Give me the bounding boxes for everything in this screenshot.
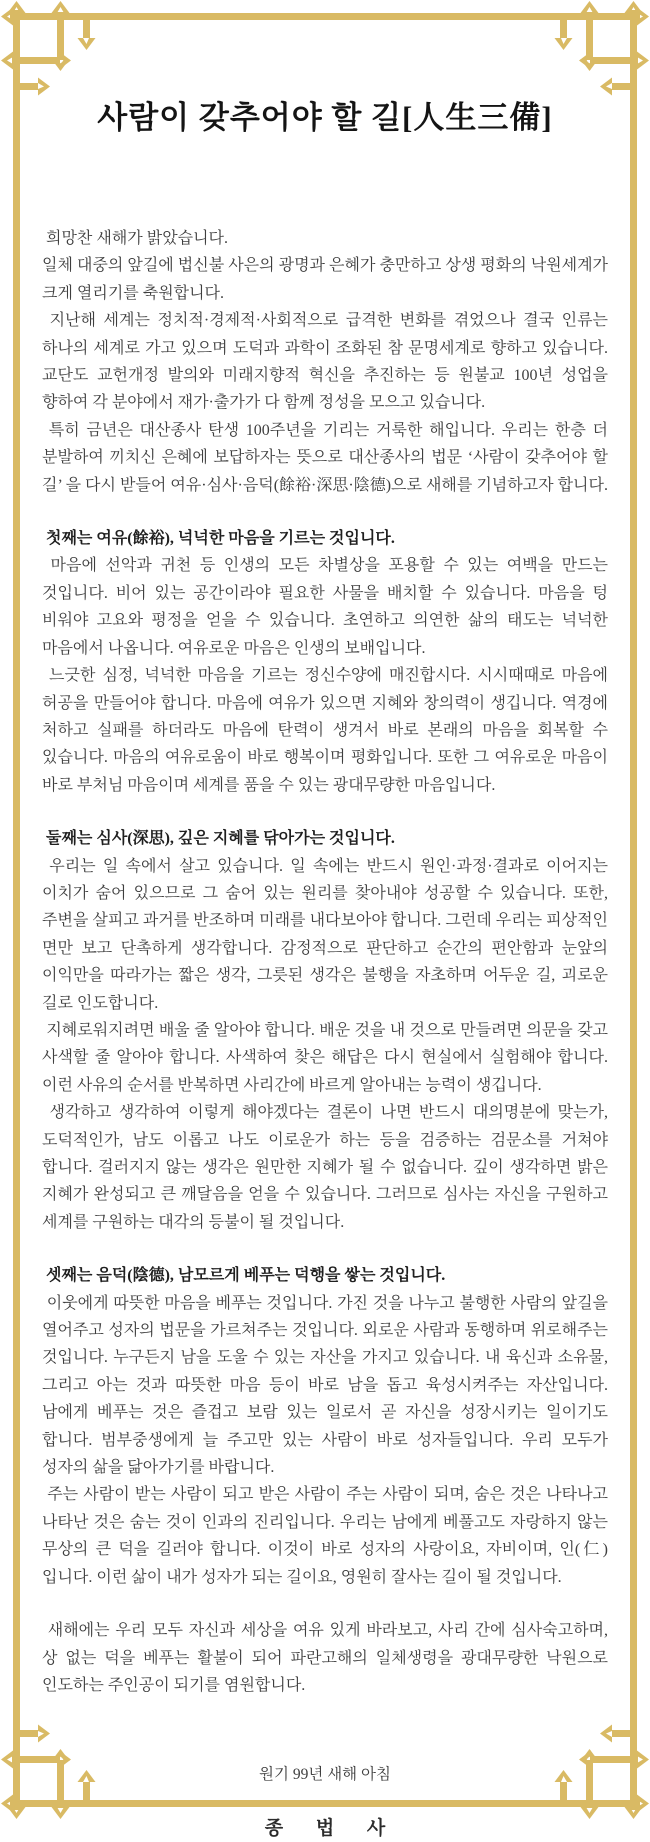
intro-paragraph: 지난해 세계는 정치적·경제적·사회적으로 급격한 변화를 겪었으나 결국 인류는 하나의 세계로 가고 있으며 도덕과 과학이 조화된 참 문명세계로 향하고 있습니다. 교단도 교헌개정 발의와 미래지향적 혁신을 추진하는 등 원불교 100년 성업을 향하여 각 분야에서 재가·출가가 다 함께 정성을 모으고 있습니다. xyxy=(42,312,612,412)
date-line: 원기 99년 새해 아침 xyxy=(259,1766,391,1784)
section-paragraph: 생각하고 생각하여 이렇게 해야겠다는 결론이 나면 반드시 대의명분에 맞는가, 도덕적인가, 남도 이롭고 나도 이로운가 하는 등을 검증하는 검문소를 거쳐야 합니다. 걸러지지 않는 생각은 원만한 지혜가 될 수 없습니다. 깊이 생각하면 밝은 지혜가 완성되고 큰 깨달음을 얻을 수 있습니다. 그러므로 심사는 자신을 구원하고 세계를 구원하는 대각의 등불이 될 것입니다. xyxy=(42,1104,613,1231)
section-yeoyu xyxy=(42,525,613,799)
section-heading: 첫째는 여유(餘裕), 넉넉한 마음을 기르는 것입니다. xyxy=(42,530,395,548)
section-heading: 둘째는 심사(深思), 깊은 지혜를 닦아가는 것입니다. xyxy=(42,830,395,848)
section-paragraph: 마음에 선악과 귀천 등 인생의 모든 차별상을 포용할 수 있는 여백을 만드는 것입니다. 비어 있는 공간이라야 필요한 사물을 배치할 수 있습니다. 마음을 텅 비워야 고요와 평정을 얻을 수 있습니다. 초연하고 의연한 삶의 태도는 넉넉한 마음에서 나옵니다. 여유로운 마음은 인생의 보배입니다. xyxy=(42,557,612,657)
section-eumdeok xyxy=(42,1262,613,1591)
section-paragraph: 주는 사람이 받는 사람이 되고 받은 사람이 주는 사람이 되며, 숨은 것은 나타나고 나타난 것은 숨는 것이 인과의 진리입니다. 우리는 남에게 베풀고도 자랑하지 않는 무상의 큰 덕을 길러야 합니다. 이것이 바로 성자의 사랑이요, 자비이며, 인(仁)입니다. 이런 삶이 내가 성자가 되는 길이요, 영원히 잘사는 길이 될 것입니다. xyxy=(42,1486,613,1586)
section-paragraph: 우리는 일 속에서 살고 있습니다. 일 속에는 반드시 원인·과정·결과로 이어지는 이치가 숨어 있으므로 그 숨어 있는 원리를 찾아내야 성공할 수 있습니다. 또한, 주변을 살피고 과거를 반조하며 미래를 내다보아야 합니다. 그런데 우리는 피상적인 면만 보고 단촉하게 생각합니다. 감정적으로 판단하고 순간의 편안함과 눈앞의 이익만을 따라가는 짧은 생각, 그릇된 생각은 불행을 자초하며 어두운 길, 괴로운 길로 인도합니다. xyxy=(42,857,613,1012)
section-paragraph: 지혜로워지려면 배울 줄 알아야 합니다. 배운 것을 내 것으로 만들려면 의문을 갖고 사색할 줄 알아야 합니다. 사색하여 찾은 해답은 다시 현실에서 실험해야 합니다. 이런 사유의 순서를 반복하면 사리간에 바르게 알아내는 능력이 생깁니다. xyxy=(42,1021,612,1094)
signature: 종 법 사 xyxy=(264,1817,400,1839)
closing-paragraph: 새해에는 우리 모두 자신과 세상을 여유 있게 바라보고, 사리 간에 심사숙고하며, 상 없는 덕을 베푸는 활불이 되어 파란고해의 일체생령을 광대무량한 낙원으로 인도하는 주인공이 되기를 염원합니다. xyxy=(42,1622,613,1694)
section-heading: 셋째는 음덕(陰德), 남모르게 베푸는 덕행을 쌓는 것입니다. xyxy=(42,1267,446,1285)
section-paragraph: 느긋한 심정, 넉넉한 마음을 기르는 정신수양에 매진합시다. 시시때때로 마음에 허공을 만들어야 합니다. 마음에 여유가 있으면 지혜와 창의력이 생깁니다. 역경에 처하고 실패를 하더라도 마음에 탄력이 생겨서 바로 본래의 마음을 회복할 수 있습니다. 마음의 여유로움이 바로 행복이며 평화입니다. 또한 그 여유로운 마음이 바로 부처님 마음이며 세계를 품을 수 있는 광대무량한 마음입니다. xyxy=(42,667,613,794)
intro-paragraph: 일체 대중의 앞길에 법신불 사은의 광명과 은혜가 충만하고 상생 평화의 낙원세계가 크게 열리기를 축원합니다. xyxy=(42,257,612,302)
section-simsa xyxy=(42,825,613,1236)
section-paragraph: 이웃에게 따뜻한 마음을 베푸는 것입니다. 가진 것을 나누고 불행한 사람의 앞길을 열어주고 성자의 법문을 가르쳐주는 것입니다. 외로운 사람과 동행하며 위로해주는 것입니다. 누구든지 남을 도울 수 있는 자산을 가지고 있습니다. 내 육신과 소유물, 그리고 아는 것과 따뜻한 마음 등이 바로 남을 돕고 육성시켜주는 자산입니다. 남에게 베푸는 것은 즐겁고 보람 있는 일로서 곧 자신을 성장시키는 일이기도 합니다. 범부중생에게 늘 주고만 있는 사람이 바로 성자들입니다. 우리 모두가 성자의 삶을 닮아가기를 바랍니다. xyxy=(42,1294,612,1477)
page-title: 사람이 갖추어야 할 길[人生三備] xyxy=(97,100,553,135)
message-content xyxy=(42,225,613,1842)
intro-paragraph: 희망찬 새해가 밝았습니다. xyxy=(42,230,229,247)
intro-paragraph: 특히 금년은 대산종사 탄생 100주년을 기리는 거룩한 해입니다. 우리는 한층 더 분발하여 끼치신 은혜에 보답하자는 뜻으로 대산종사의 법문 ‘사람이 갖추어야 할 길’ 을 다시 받들어 여유·심사·음덕(餘裕·深思·陰德)으로 새해를 기념하고자 합니다. xyxy=(42,421,613,494)
